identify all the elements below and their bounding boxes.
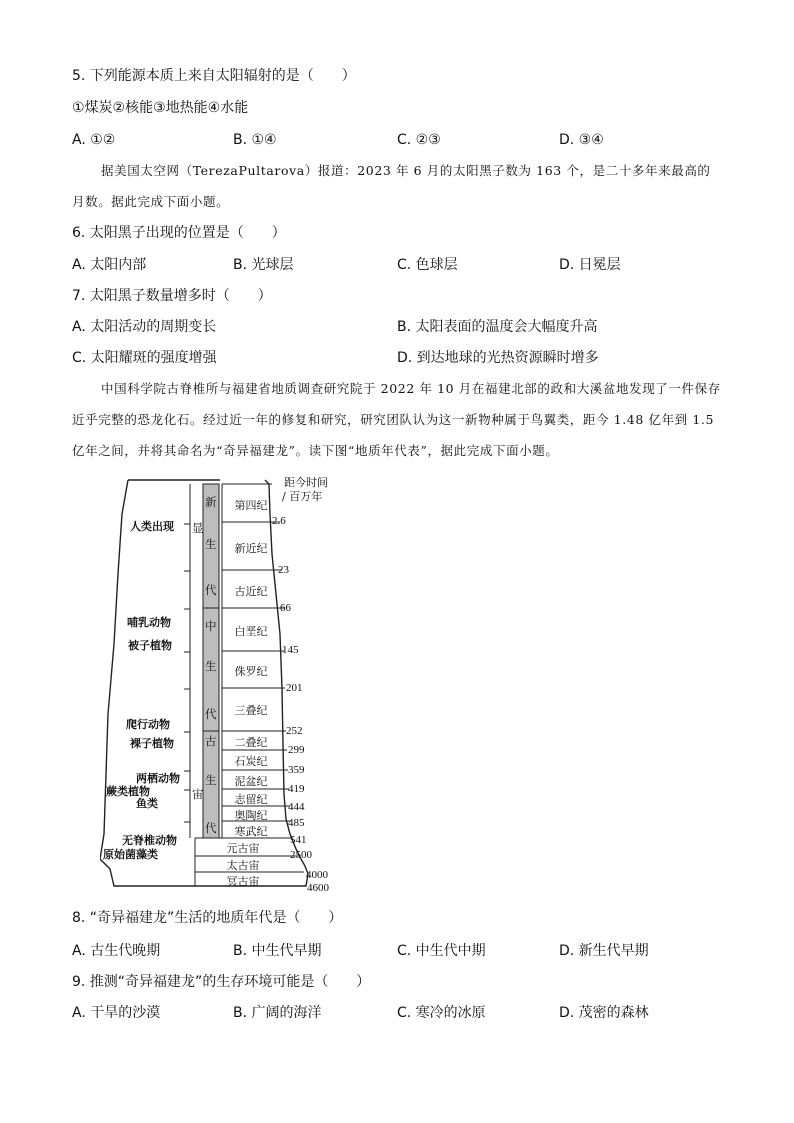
q6-option-d: D. 日冕层 — [559, 257, 621, 273]
life-humans: 人类出现 — [130, 520, 174, 533]
era-cenozoic-3: 代 — [205, 583, 217, 597]
q8-option-a: A. 古生代晚期 — [72, 943, 161, 959]
eon-proterozoic: 元古宙 — [226, 842, 260, 855]
age-359: 359 — [288, 764, 305, 776]
q9-option-d: D. 茂密的森林 — [559, 1005, 649, 1021]
q6-option-a: A. 太阳内部 — [72, 257, 147, 273]
age-2500: 2500 — [290, 849, 312, 861]
q9-option-a: A. 干旱的沙漠 — [72, 1005, 161, 1021]
q7-option-a: A. 太阳活动的周期变长 — [72, 319, 217, 335]
q8-option-d: D. 新生代早期 — [559, 943, 649, 959]
life-amphibians: 两栖动物 — [136, 772, 180, 785]
eon-char-1: 显 — [192, 521, 204, 535]
period-carboniferous: 石炭纪 — [234, 755, 268, 768]
age-4000: 4000 — [306, 869, 328, 881]
age-66: 66 — [280, 602, 291, 614]
life-mammals: 哺乳动物 — [127, 616, 171, 629]
age-145: 145 — [282, 644, 299, 656]
timescale-header-1: 距今时间 — [284, 476, 328, 489]
q5-stem: 5. 下列能源本质上来自太阳辐射的是（ ） — [72, 68, 356, 84]
q7-stem: 7. 太阳黑子数量增多时（ ） — [72, 288, 272, 304]
era-paleozoic-1: 古 — [205, 734, 217, 748]
geologic-timescale-figure — [100, 474, 350, 894]
q8-stem: 8. “奇异福建龙”生活的地质年代是（ ） — [72, 910, 343, 926]
q7-option-b: B. 太阳表面的温度会大幅度升高 — [397, 319, 598, 335]
period-paleogene: 古近纪 — [234, 585, 268, 598]
q6-option-c: C. 色球层 — [397, 257, 458, 273]
q9-stem: 9. 推测“奇异福建龙”的生存环境可能是（ ） — [72, 974, 371, 990]
period-devonian: 泥盆纪 — [234, 775, 268, 788]
period-silurian: 志留纪 — [234, 793, 268, 806]
era-mesozoic-1: 中 — [205, 619, 217, 633]
q6-stem: 6. 太阳黑子出现的位置是（ ） — [72, 225, 286, 241]
eon-archean: 太古宙 — [226, 859, 260, 872]
age-299: 299 — [288, 744, 305, 756]
age-419: 419 — [288, 783, 305, 795]
period-jurassic: 侏罗纪 — [234, 665, 268, 678]
age-2.6: 2.6 — [272, 515, 286, 527]
period-cambrian: 寒武纪 — [234, 825, 268, 838]
life-ferns: 蕨类植物 — [106, 785, 150, 798]
eon-char-2: 宙 — [192, 787, 204, 801]
period-neogene: 新近纪 — [234, 542, 268, 555]
era-paleozoic-2: 生 — [205, 773, 217, 787]
life-reptiles: 爬行动物 — [126, 718, 170, 731]
age-485: 485 — [288, 817, 305, 829]
life-angiosperms: 被子植物 — [128, 639, 172, 652]
timescale-header-2: / 百万年 — [282, 490, 323, 503]
passage-dinosaur: 中国科学院古脊椎所与福建省地质调查研究院于 2022 年 10 月在福建北部的政和大溪盆地发现了一件保存近乎完整的恐龙化石。经过近一年的修复和研究，研究团队认为这一新物种属于鸟翼类，距今 1.48 亿年到 1.5 亿年之间，并将其命名为“奇异福建龙”。读下图“地质年代表”，据此完成下面小题。 — [72, 381, 721, 458]
era-paleozoic-3: 代 — [205, 821, 217, 835]
q7-option-d: D. 到达地球的光热资源瞬时增多 — [397, 350, 599, 366]
q9-option-b: B. 广阔的海洋 — [233, 1005, 322, 1021]
period-ordovician: 奥陶纪 — [234, 809, 268, 822]
era-cenozoic-2: 生 — [205, 537, 217, 551]
q8-option-b: B. 中生代早期 — [233, 943, 322, 959]
age-444: 444 — [288, 801, 305, 813]
q6-option-b: B. 光球层 — [233, 257, 294, 273]
life-gymnosperms: 裸子植物 — [130, 737, 174, 750]
life-invertebrates: 无脊椎动物 — [122, 834, 177, 847]
age-541: 541 — [290, 834, 307, 846]
period-quaternary: 第四纪 — [234, 499, 268, 512]
eon-hadean: 冥古宙 — [226, 875, 260, 888]
period-triassic: 三叠纪 — [234, 704, 268, 717]
q8-option-c: C. 中生代中期 — [397, 943, 486, 959]
passage-sunspot: 据美国太空网（TerezaPultarova）报道：2023 年 6 月的太阳黑子数为 163 个，是二十多年来最高的月数。据此完成下面小题。 — [72, 163, 711, 209]
life-fish: 鱼类 — [136, 797, 158, 810]
age-201: 201 — [286, 682, 303, 694]
life-primitive-algae: 原始菌藻类 — [103, 848, 158, 861]
period-cretaceous: 白垩纪 — [234, 625, 268, 638]
age-4600: 4600 — [307, 882, 329, 894]
q5-option-c: C. ②③ — [397, 132, 441, 148]
q5-option-b: B. ①④ — [233, 132, 277, 148]
q5-option-a: A. ①② — [72, 132, 116, 148]
era-cenozoic-1: 新 — [205, 495, 217, 509]
q7-option-c: C. 太阳耀斑的强度增强 — [72, 350, 217, 366]
age-252: 252 — [286, 725, 303, 737]
era-mesozoic-3: 代 — [205, 707, 217, 721]
q5-option-d: D. ③④ — [559, 132, 604, 148]
q5-items: ①煤炭②核能③地热能④水能 — [72, 100, 249, 116]
era-mesozoic-2: 生 — [205, 659, 217, 673]
age-23: 23 — [278, 564, 289, 576]
q9-option-c: C. 寒冷的冰原 — [397, 1005, 486, 1021]
period-permian: 二叠纪 — [234, 736, 268, 749]
